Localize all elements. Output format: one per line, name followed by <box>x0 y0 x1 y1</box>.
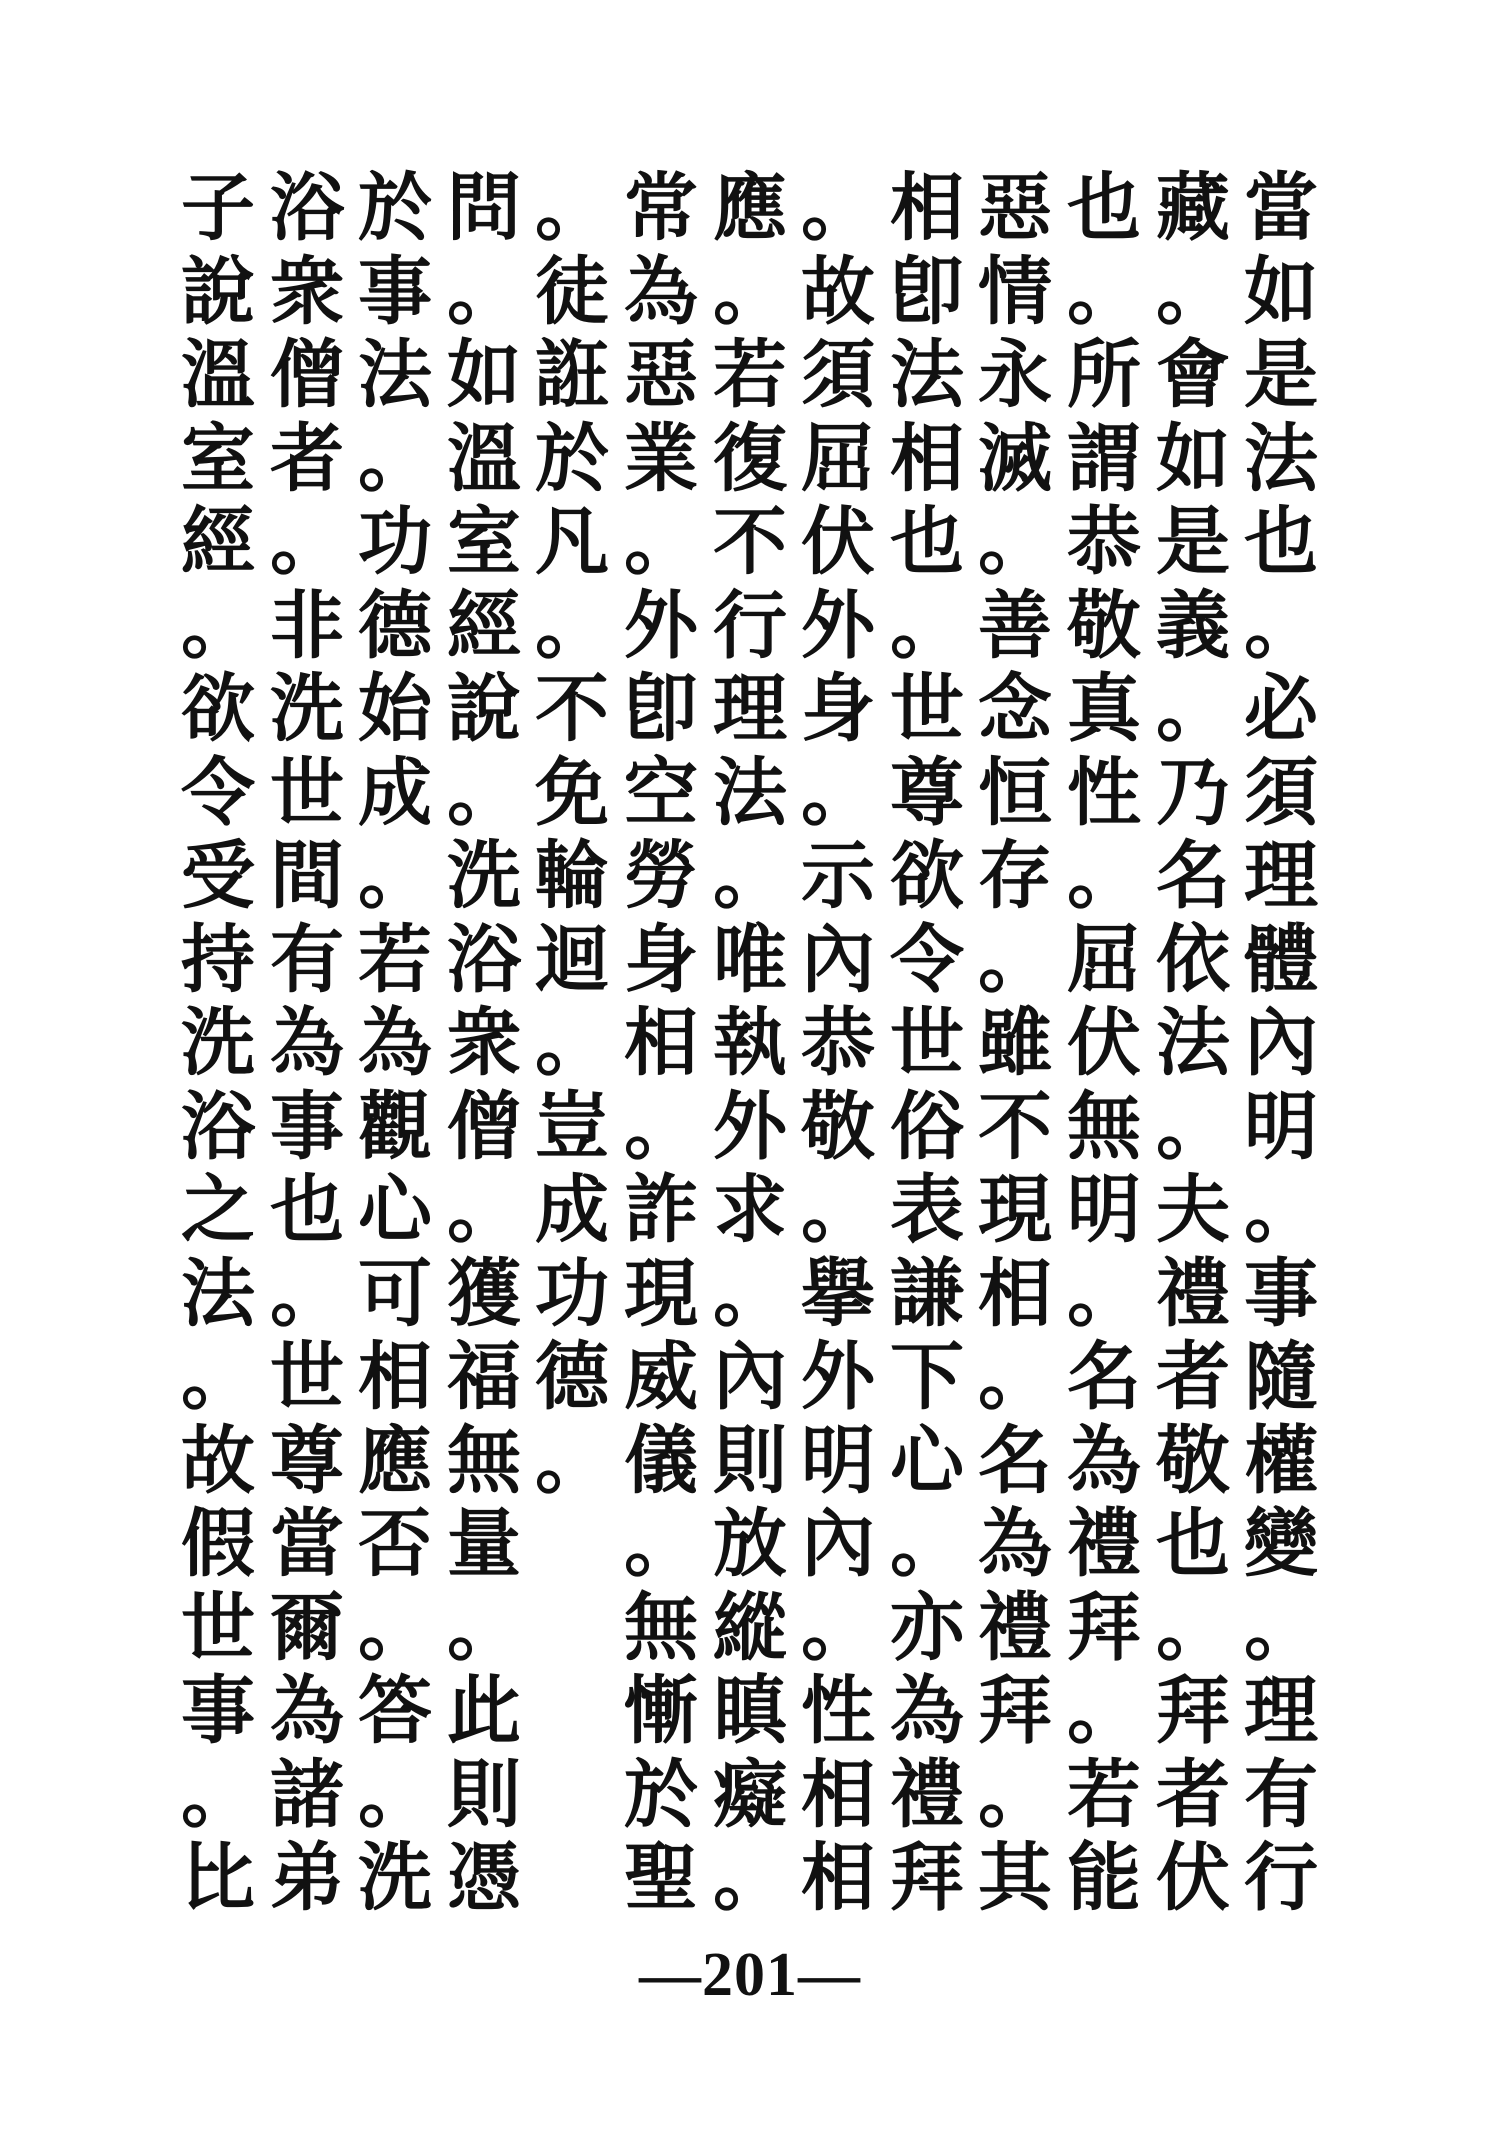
text-char: 常 <box>624 165 698 251</box>
text-line <box>172 1418 1332 1504</box>
text-char: 心 <box>358 1167 432 1253</box>
text-char: 法 <box>358 332 432 418</box>
text-char: 比 <box>181 1835 255 1921</box>
text-char: 權 <box>1244 1418 1318 1504</box>
text-char: 無 <box>624 1585 698 1671</box>
text-char: 誑 <box>535 332 609 418</box>
text-char: 有 <box>270 917 344 1003</box>
text-line <box>172 1251 1332 1337</box>
text-char: 經 <box>447 583 521 669</box>
text-char: 於 <box>535 416 609 502</box>
text-char: 理 <box>1244 1668 1318 1754</box>
text-char: 經 <box>181 499 255 585</box>
text-char: 。 <box>1156 1585 1230 1671</box>
text-char: 洗 <box>181 1000 255 1086</box>
text-char: 洗 <box>358 1835 432 1921</box>
text-char: 德 <box>535 1334 609 1420</box>
text-char: 現 <box>624 1251 698 1337</box>
text-char: 內 <box>801 1501 875 1587</box>
text-char: 浴 <box>181 1084 255 1170</box>
text-line <box>172 1000 1332 1086</box>
text-char: 善 <box>978 583 1052 669</box>
text-line <box>172 165 1332 251</box>
text-char: 令 <box>181 750 255 836</box>
text-char: 卽 <box>624 666 698 752</box>
text-char: 也 <box>1156 1501 1230 1587</box>
text-char: 說 <box>447 666 521 752</box>
text-char: 。 <box>447 249 521 335</box>
text-char: 不 <box>535 666 609 752</box>
text-char: 有 <box>1244 1752 1318 1838</box>
text-char: 。 <box>358 833 432 919</box>
text-char: 伏 <box>1156 1835 1230 1921</box>
text-char: 相 <box>890 416 964 502</box>
text-char: 此 <box>447 1668 521 1754</box>
text-char: 於 <box>624 1752 698 1838</box>
text-char: 為 <box>358 1000 432 1086</box>
text-char: 世 <box>890 1000 964 1086</box>
text-line <box>172 1167 1332 1253</box>
text-char: 名 <box>1156 833 1230 919</box>
text-char: 不 <box>978 1084 1052 1170</box>
text-char: 說 <box>181 249 255 335</box>
text-char: 世 <box>270 1334 344 1420</box>
text-char: 內 <box>801 917 875 1003</box>
text-char: 法 <box>1244 416 1318 502</box>
text-char: 。 <box>978 499 1052 585</box>
text-char: 伏 <box>1067 1000 1141 1086</box>
text-char: 受 <box>181 833 255 919</box>
text-char: 。 <box>801 165 875 251</box>
text-line <box>172 1752 1332 1838</box>
text-char: 功 <box>358 499 432 585</box>
text-char: 其 <box>978 1835 1052 1921</box>
text-char: 相 <box>801 1835 875 1921</box>
text-char: 真 <box>1067 666 1141 752</box>
text-char: 觀 <box>358 1084 432 1170</box>
text-char: 拜 <box>1156 1668 1230 1754</box>
text-char: 為 <box>890 1668 964 1754</box>
text-char: 放 <box>713 1501 787 1587</box>
text-char: 必 <box>1244 666 1318 752</box>
text-char: 乃 <box>1156 750 1230 836</box>
text-char: 諸 <box>270 1752 344 1838</box>
text-char: 室 <box>447 499 521 585</box>
text-char: 。 <box>624 1084 698 1170</box>
text-char: 。 <box>270 1251 344 1337</box>
text-char: 不 <box>713 499 787 585</box>
text-char: 則 <box>713 1418 787 1504</box>
text-line <box>172 1501 1332 1587</box>
text-char <box>524 1504 620 1584</box>
text-char: 法 <box>713 750 787 836</box>
text-char: 拜 <box>890 1835 964 1921</box>
text-char: 夫 <box>1156 1167 1230 1253</box>
text-char: 表 <box>890 1167 964 1253</box>
text-char: 滅 <box>978 416 1052 502</box>
text-char: 謂 <box>1067 416 1141 502</box>
text-char: 會 <box>1156 332 1230 418</box>
text-char: 當 <box>270 1501 344 1587</box>
text-char: 念 <box>978 666 1052 752</box>
text-char: 。 <box>978 917 1052 1003</box>
text-char: 答 <box>358 1668 432 1754</box>
text-char: 僧 <box>270 332 344 418</box>
text-char: 能 <box>1067 1835 1141 1921</box>
text-char: 禮 <box>978 1585 1052 1671</box>
text-char: 謙 <box>890 1251 964 1337</box>
text-char: 衆 <box>270 249 344 335</box>
text-char: 威 <box>624 1334 698 1420</box>
text-char: 。 <box>1067 249 1141 335</box>
text-char: 子 <box>181 165 255 251</box>
text-char: 相 <box>358 1334 432 1420</box>
text-char: 事 <box>181 1668 255 1754</box>
text-char: 藏 <box>1156 165 1230 251</box>
text-char: 。 <box>1244 1167 1318 1253</box>
text-char: 心 <box>890 1418 964 1504</box>
text-char: 依 <box>1156 917 1230 1003</box>
text-char: 現 <box>978 1167 1052 1253</box>
text-char: 。 <box>358 1752 432 1838</box>
text-char: 執 <box>713 1000 787 1086</box>
text-char: 迴 <box>535 917 609 1003</box>
text-char: 。 <box>624 1501 698 1587</box>
text-char: 也 <box>1067 165 1141 251</box>
text-char: 明 <box>1067 1167 1141 1253</box>
text-char: 。 <box>181 1752 255 1838</box>
text-char: 雖 <box>978 1000 1052 1086</box>
text-char: 卽 <box>890 249 964 335</box>
text-char: 也 <box>270 1167 344 1253</box>
text-char: 。 <box>801 1585 875 1671</box>
text-char: 欲 <box>890 833 964 919</box>
text-char: 復 <box>713 416 787 502</box>
text-char: 也 <box>890 499 964 585</box>
text-char: 恒 <box>978 750 1052 836</box>
text-line <box>172 416 1332 502</box>
text-line <box>172 332 1332 418</box>
text-char: 應 <box>358 1418 432 1504</box>
text-char: 瞋 <box>713 1668 787 1754</box>
text-char <box>524 1671 620 1751</box>
text-char: 敬 <box>801 1084 875 1170</box>
text-char: 禮 <box>1156 1251 1230 1337</box>
text-char: 憑 <box>447 1835 521 1921</box>
text-char: 欲 <box>181 666 255 752</box>
text-char: 為 <box>270 1000 344 1086</box>
text-char: 體 <box>1244 917 1318 1003</box>
text-char: 始 <box>358 666 432 752</box>
text-char: 惡 <box>978 165 1052 251</box>
text-char: 者 <box>270 416 344 502</box>
text-char: 豈 <box>535 1084 609 1170</box>
text-char: 持 <box>181 917 255 1003</box>
text-char: 屈 <box>1067 917 1141 1003</box>
text-char: 理 <box>1244 833 1318 919</box>
text-char: 。 <box>447 750 521 836</box>
text-char <box>524 1588 620 1668</box>
text-char: 。 <box>181 583 255 669</box>
text-line <box>172 1084 1332 1170</box>
text-char: 尊 <box>890 750 964 836</box>
text-char: 。 <box>270 499 344 585</box>
text-char: 若 <box>358 917 432 1003</box>
text-char: 。 <box>358 416 432 502</box>
text-char: 者 <box>1156 1752 1230 1838</box>
text-char: 。 <box>713 1835 787 1921</box>
text-char: 恭 <box>1067 499 1141 585</box>
text-char: 爾 <box>270 1585 344 1671</box>
text-char: 功 <box>535 1251 609 1337</box>
text-char: 量 <box>447 1501 521 1587</box>
text-char: 若 <box>713 332 787 418</box>
text-line <box>172 1668 1332 1754</box>
text-char: 。 <box>535 1000 609 1086</box>
text-line <box>172 666 1332 752</box>
text-char: 須 <box>1244 750 1318 836</box>
text-char: 免 <box>535 750 609 836</box>
text-char: 禮 <box>890 1752 964 1838</box>
text-char: 成 <box>358 750 432 836</box>
text-char: 也 <box>1244 499 1318 585</box>
text-char: 無 <box>1067 1084 1141 1170</box>
text-char: 溫 <box>181 332 255 418</box>
text-char: 外 <box>801 583 875 669</box>
text-char: 當 <box>1244 165 1318 251</box>
text-char: 間 <box>270 833 344 919</box>
text-char: 相 <box>890 165 964 251</box>
text-char: 。 <box>1244 1585 1318 1671</box>
text-char: 衆 <box>447 1000 521 1086</box>
text-char: 如 <box>1156 416 1230 502</box>
text-char: 永 <box>978 332 1052 418</box>
text-char: 者 <box>1156 1334 1230 1420</box>
text-char: 拜 <box>1067 1585 1141 1671</box>
body-text <box>172 165 1332 1928</box>
text-char: 。 <box>1067 833 1141 919</box>
text-char: 內 <box>713 1334 787 1420</box>
text-char: 。 <box>1156 666 1230 752</box>
text-char: 溫 <box>447 416 521 502</box>
text-char: 俗 <box>890 1084 964 1170</box>
text-char: 。 <box>1244 583 1318 669</box>
text-char: 下 <box>890 1334 964 1420</box>
text-char: 。 <box>535 583 609 669</box>
text-char: 德 <box>358 583 432 669</box>
text-char: 禮 <box>1067 1501 1141 1587</box>
text-char: 相 <box>978 1251 1052 1337</box>
text-char: 。 <box>447 1585 521 1671</box>
text-char: 相 <box>624 1000 698 1086</box>
text-char: 業 <box>624 416 698 502</box>
text-char: 世 <box>890 666 964 752</box>
text-char: 若 <box>1067 1752 1141 1838</box>
text-char: 。 <box>801 1167 875 1253</box>
text-char: 須 <box>801 332 875 418</box>
text-char: 唯 <box>713 917 787 1003</box>
text-char: 事 <box>1244 1251 1318 1337</box>
text-char: 為 <box>1067 1418 1141 1504</box>
text-char: 義 <box>1156 583 1230 669</box>
text-line <box>172 833 1332 919</box>
text-char: 敬 <box>1067 583 1141 669</box>
text-char: 伏 <box>801 499 875 585</box>
text-char: 身 <box>801 666 875 752</box>
text-char: 變 <box>1244 1501 1318 1587</box>
text-line <box>172 750 1332 836</box>
text-char: 成 <box>535 1167 609 1253</box>
text-char: 洗 <box>270 666 344 752</box>
text-char: 名 <box>978 1418 1052 1504</box>
text-char: 應 <box>713 165 787 251</box>
text-char: 情 <box>978 249 1052 335</box>
text-char: 故 <box>801 249 875 335</box>
text-char: 。 <box>1067 1668 1141 1754</box>
text-char: 拜 <box>978 1668 1052 1754</box>
text-char: 縱 <box>713 1585 787 1671</box>
text-char: 內 <box>1244 1000 1318 1086</box>
text-char: 室 <box>181 416 255 502</box>
text-char: 令 <box>890 917 964 1003</box>
text-char: 惡 <box>624 332 698 418</box>
text-char: 外 <box>801 1334 875 1420</box>
page-number: —201— <box>639 1941 861 2009</box>
text-char: 求 <box>713 1167 787 1253</box>
text-char: 名 <box>1067 1334 1141 1420</box>
text-char: 非 <box>270 583 344 669</box>
text-char: 洗 <box>447 833 521 919</box>
text-char: 事 <box>270 1084 344 1170</box>
text-char: 。 <box>801 750 875 836</box>
text-char: 儀 <box>624 1418 698 1504</box>
text-char: 聖 <box>624 1835 698 1921</box>
text-char: 浴 <box>447 917 521 1003</box>
text-char: 。 <box>181 1334 255 1420</box>
text-char: 。 <box>890 1501 964 1587</box>
text-char: 外 <box>624 583 698 669</box>
text-char: 隨 <box>1244 1334 1318 1420</box>
text-char: 行 <box>1244 1835 1318 1921</box>
text-char: 相 <box>801 1752 875 1838</box>
text-char: 。 <box>713 833 787 919</box>
text-char: 。 <box>978 1334 1052 1420</box>
text-char: 。 <box>358 1585 432 1671</box>
text-line <box>172 249 1332 335</box>
text-char: 敬 <box>1156 1418 1230 1504</box>
text-char: 如 <box>447 332 521 418</box>
text-char <box>524 1755 620 1835</box>
text-char: 身 <box>624 917 698 1003</box>
text-char: 。 <box>978 1752 1052 1838</box>
text-char: 法 <box>890 332 964 418</box>
text-char: 明 <box>801 1418 875 1504</box>
text-line <box>172 1835 1332 1921</box>
text-char: 性 <box>801 1668 875 1754</box>
text-char: 是 <box>1244 332 1318 418</box>
text-char: 徒 <box>535 249 609 335</box>
text-char: 明 <box>1244 1084 1318 1170</box>
text-char: 理 <box>713 666 787 752</box>
text-char: 世 <box>270 750 344 836</box>
text-line <box>172 499 1332 585</box>
text-char: 。 <box>447 1167 521 1253</box>
text-char: 。 <box>890 583 964 669</box>
text-char: 。 <box>713 249 787 335</box>
text-char: 性 <box>1067 750 1141 836</box>
text-char: 問 <box>447 165 521 251</box>
text-char: 。 <box>1067 1251 1141 1337</box>
text-char: 為 <box>978 1501 1052 1587</box>
text-line <box>172 583 1332 669</box>
text-char: 行 <box>713 583 787 669</box>
text-char: 之 <box>181 1167 255 1253</box>
text-char: 事 <box>358 249 432 335</box>
text-char: 屈 <box>801 416 875 502</box>
text-char: 癡 <box>713 1752 787 1838</box>
text-char: 法 <box>181 1251 255 1337</box>
text-char: 則 <box>447 1752 521 1838</box>
text-char: 僧 <box>447 1084 521 1170</box>
text-char: 無 <box>447 1418 521 1504</box>
text-char: 凡 <box>535 499 609 585</box>
text-char: 弟 <box>270 1835 344 1921</box>
text-char: 詐 <box>624 1167 698 1253</box>
text-char: 示 <box>801 833 875 919</box>
text-char: 否 <box>358 1501 432 1587</box>
text-char: 。 <box>624 499 698 585</box>
text-char: 慚 <box>624 1668 698 1754</box>
text-char: 勞 <box>624 833 698 919</box>
text-char: 所 <box>1067 332 1141 418</box>
text-char: 。 <box>1156 1084 1230 1170</box>
text-char: 如 <box>1244 249 1318 335</box>
text-line <box>172 917 1332 1003</box>
text-char: 為 <box>270 1668 344 1754</box>
text-char: 輪 <box>535 833 609 919</box>
text-char: 獲 <box>447 1251 521 1337</box>
text-char: 於 <box>358 165 432 251</box>
text-char: 亦 <box>890 1585 964 1671</box>
text-char: 故 <box>181 1418 255 1504</box>
text-line <box>172 1585 1332 1671</box>
text-char: 世 <box>181 1585 255 1671</box>
text-char: 。 <box>535 165 609 251</box>
text-char: 存 <box>978 833 1052 919</box>
text-char: 擧 <box>801 1251 875 1337</box>
text-char: 為 <box>624 249 698 335</box>
text-char: 福 <box>447 1334 521 1420</box>
text-char: 。 <box>713 1251 787 1337</box>
text-char: 假 <box>181 1501 255 1587</box>
text-char: 法 <box>1156 1000 1230 1086</box>
text-char: 尊 <box>270 1418 344 1504</box>
text-char: 。 <box>1156 249 1230 335</box>
text-line <box>172 1334 1332 1420</box>
text-char: 恭 <box>801 1000 875 1086</box>
text-char: 是 <box>1156 499 1230 585</box>
text-char: 。 <box>535 1418 609 1504</box>
text-char <box>524 1838 620 1918</box>
text-char: 可 <box>358 1251 432 1337</box>
text-char: 外 <box>713 1084 787 1170</box>
text-char: 空 <box>624 750 698 836</box>
text-char: 浴 <box>270 165 344 251</box>
